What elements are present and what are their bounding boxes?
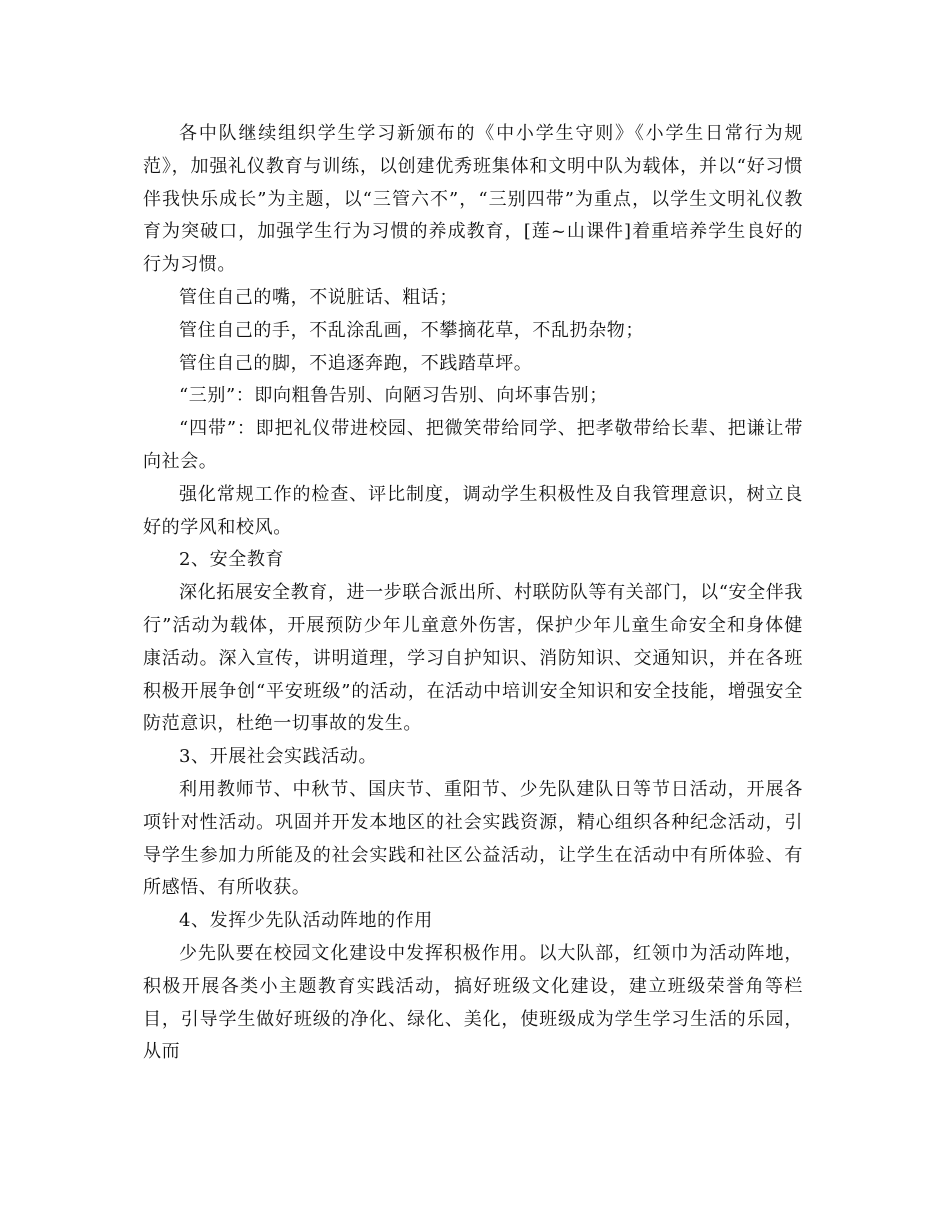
paragraph-intro: 各中队继续组织学生学习新颁布的《中小学生守则》《小学生日常行为规范》，加强礼仪教育与训练，以创建优秀班集体和文明中队为载体，并以“好习惯伴我快乐成长”为主题，以“三管六不”，“三别四带”为重点，以学生文明礼仪教育为突破口，加强学生行为习惯的养成教育，[莲~山课件]着重培养学生良好的行为习惯。 [143, 123, 803, 276]
paragraph-safety-education: 深化拓展安全教育，进一步联合派出所、村联防队等有关部门，以“安全伴我行”活动为载体，开展预防少年儿童意外伤害，保护少年儿童生命安全和身体健康活动。深入宣传，讲明道理，学习自护知识、消防知识、交通知识，并在各班积极开展争创“平安班级”的活动，在活动中培训安全知识和安全技能，增强安全防范意识，杜绝一切事故的发生。 [143, 582, 803, 735]
paragraph-three-farewells: “三别”：即向粗鲁告别、向陋习告别、向坏事告别； [179, 385, 608, 407]
paragraph-hand-rule: 管住自己的手，不乱涂乱画，不攀摘花草，不乱扔杂物； [179, 319, 644, 341]
paragraph-four-brings: “四带”：即把礼仪带进校园、把微笑带给同学、把孝敬带给长辈、把谦让带向社会。 [143, 418, 803, 472]
section-heading-safety: 2、安全教育 [179, 549, 285, 571]
paragraph-mouth-rule: 管住自己的嘴，不说脏话、粗话； [179, 286, 458, 308]
section-heading-social-practice: 3、开展社会实践活动。 [179, 746, 378, 768]
section-heading-pioneer-base: 4、发挥少先队活动阵地的作用 [179, 910, 433, 932]
paragraph-foot-rule: 管住自己的脚，不追逐奔跑，不践踏草坪。 [179, 352, 533, 374]
paragraph-social-practice: 利用教师节、中秋节、国庆节、重阳节、少先队建队日等节日活动，开展各项针对性活动。巩固并开发本地区的社会实践资源，精心组织各种纪念活动，引导学生参加力所能及的社会实践和社区公益活动，让学生在活动中有所体验、有所感悟、有所收获。 [143, 778, 803, 899]
paragraph-pioneer-base: 少先队要在校园文化建设中发挥积极作用。以大队部，红领巾为活动阵地，积极开展各类小主题教育实践活动，搞好班级文化建设，建立班级荣誉角等栏目，引导学生做好班级的净化、绿化、美化，使班级成为学生学习生活的乐园，从而 [143, 942, 803, 1063]
paragraph-routine-inspection: 强化常规工作的检查、评比制度，调动学生积极性及自我管理意识，树立良好的学风和校风。 [143, 483, 803, 538]
document-body [143, 118, 803, 1069]
